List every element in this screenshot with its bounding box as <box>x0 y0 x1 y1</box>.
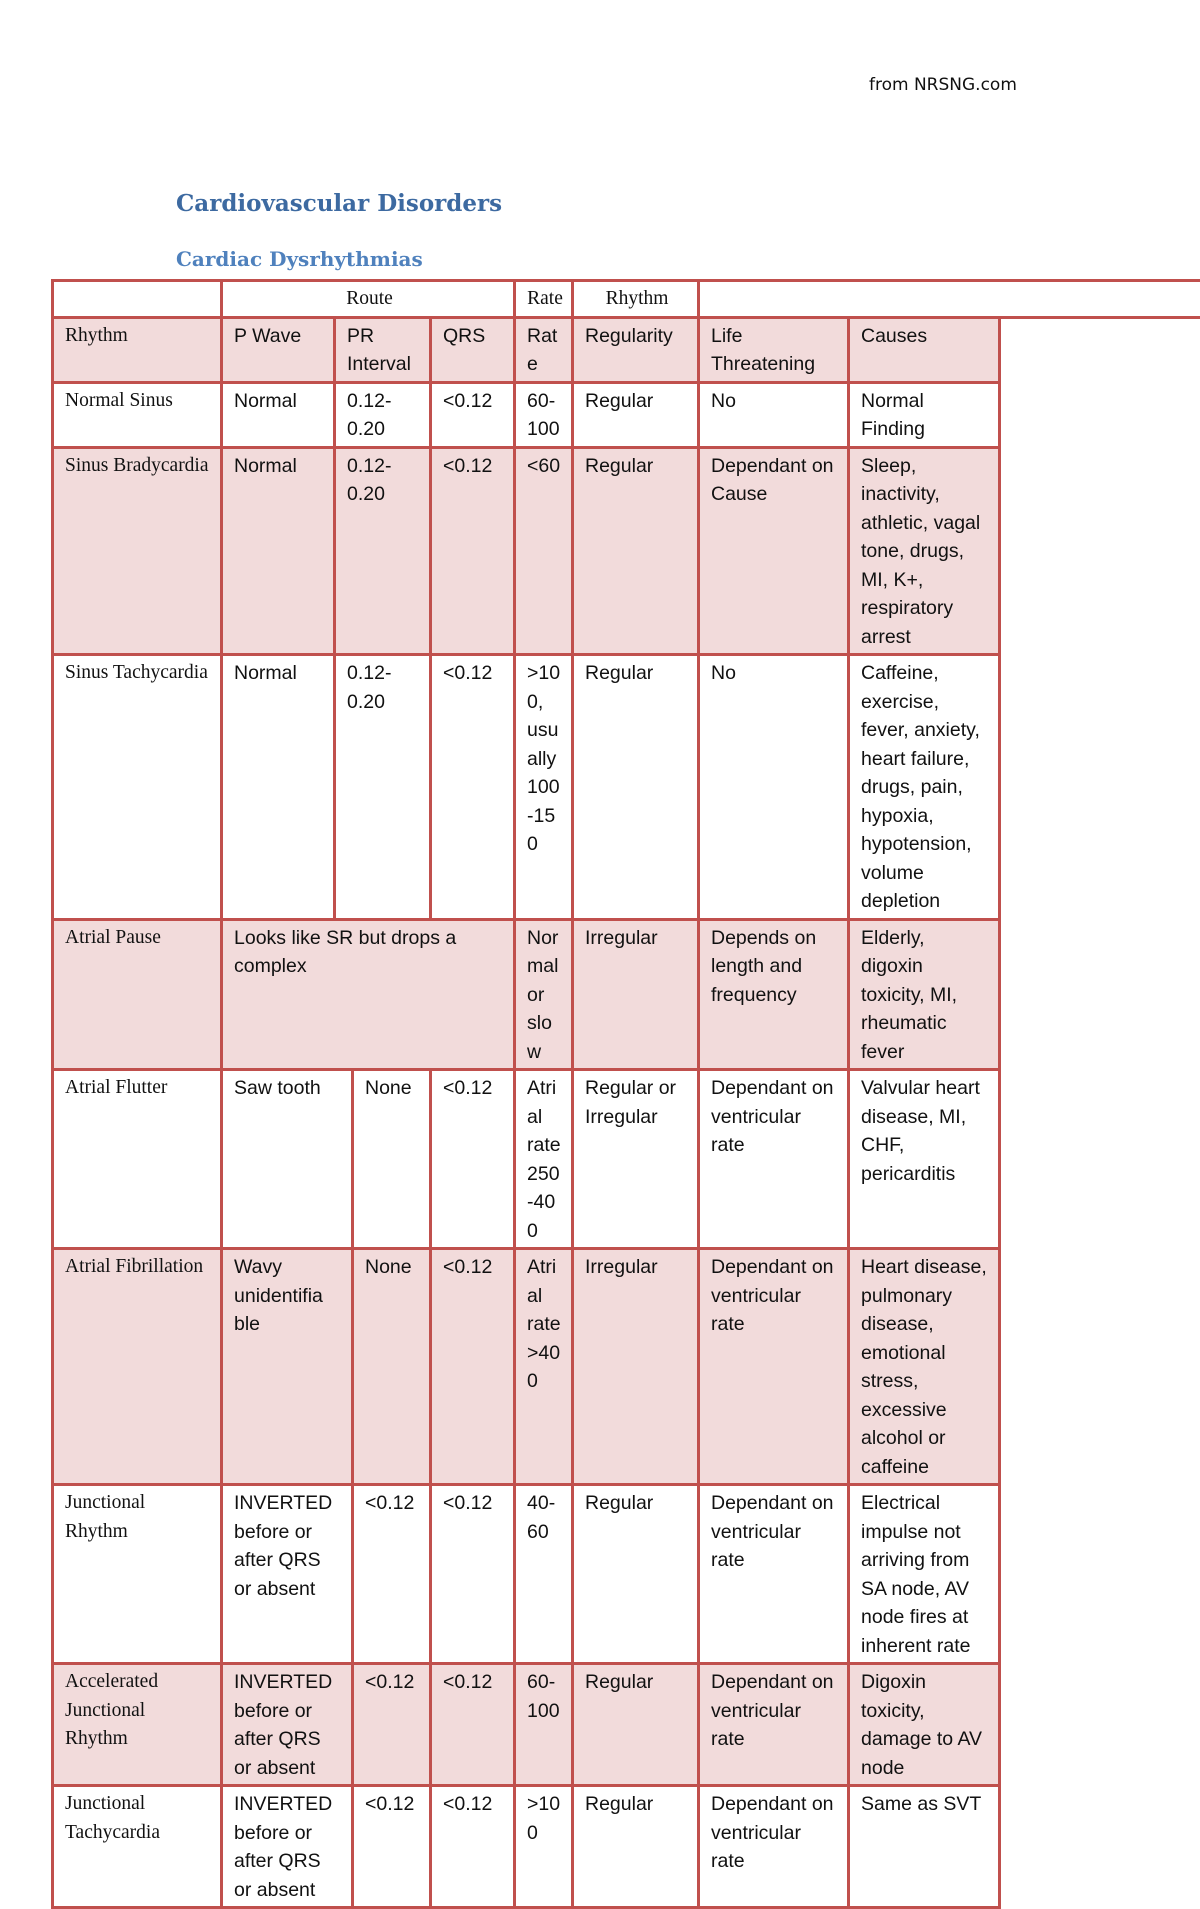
cell-rate: 60-100 <box>515 382 573 447</box>
cell-rate: Atrial rate 250-400 <box>515 1070 573 1249</box>
column-header-p-wave: P Wave <box>222 317 335 382</box>
table-row <box>53 447 1200 655</box>
cell-pr-interval: None <box>353 1249 431 1485</box>
cell-rhythm: Atrial Pause <box>53 919 222 1070</box>
cell-pr-interval: 0.12-0.20 <box>335 382 431 447</box>
cell-pr-interval: <0.12 <box>353 1664 431 1786</box>
cell-regularity: Regular or Irregular <box>573 1070 699 1249</box>
cell-rhythm: Sinus Tachycardia <box>53 655 222 920</box>
cell-rhythm: Sinus Bradycardia <box>53 447 222 655</box>
cell-regularity: Irregular <box>573 919 699 1070</box>
cell-life-threatening: Dependant on Cause <box>699 447 849 655</box>
cell-rhythm: Junctional Rhythm <box>53 1485 222 1664</box>
cell-causes: Caffeine, exercise, fever, anxiety, heart failure, drugs, pain, hypoxia, hypotension, volume depletion <box>849 655 1000 920</box>
cell-regularity: Regular <box>573 1786 699 1908</box>
cell-rhythm: Atrial Fibrillation <box>53 1249 222 1485</box>
cell-p-wave: INVERTED before or after QRS or absent <box>222 1786 353 1908</box>
cell-p-wave: Wavy unidentifia ble <box>222 1249 353 1485</box>
cell-causes: Same as SVT <box>849 1786 1000 1908</box>
cell-regularity: Regular <box>573 655 699 920</box>
cell-qrs: <0.12 <box>431 1485 515 1664</box>
cell-pr-interval: None <box>353 1070 431 1249</box>
cell-rate: 40-60 <box>515 1485 573 1664</box>
table-row <box>53 655 1200 920</box>
table-row <box>53 1485 1200 1664</box>
column-header-rhythm: Rhythm <box>53 317 222 382</box>
cell-causes: Sleep, inactivity, athletic, vagal tone, drugs, MI, K+, respiratory arrest <box>849 447 1000 655</box>
cell-rate: Normal or slow <box>515 919 573 1070</box>
cell-pr-interval: <0.12 <box>353 1485 431 1664</box>
cell-rhythm: Normal Sinus <box>53 382 222 447</box>
cell-life-threatening: No <box>699 655 849 920</box>
cell-p-wave: INVERTED before or after QRS or absent <box>222 1664 353 1786</box>
cell-pr-interval: 0.12-0.20 <box>335 655 431 920</box>
cell-life-threatening: Dependant on ventricular rate <box>699 1249 849 1485</box>
cell-life-threatening: Dependant on ventricular rate <box>699 1070 849 1249</box>
cell-causes: Elderly, digoxin toxicity, MI, rheumatic fever <box>849 919 1000 1070</box>
cell-life-threatening: Dependant on ventricular rate <box>699 1664 849 1786</box>
table-row <box>53 1249 1200 1485</box>
cell-life-threatening: No <box>699 382 849 447</box>
cell-qrs: <0.12 <box>431 447 515 655</box>
document-subtitle: Cardiac Dysrhythmias <box>176 247 423 271</box>
table-row <box>53 1786 1200 1908</box>
cell-life-threatening: Dependant on ventricular rate <box>699 1786 849 1908</box>
group-header-rate: Rate <box>515 281 573 318</box>
cell-causes: Electrical impulse not arriving from SA node, AV node fires at inherent rate <box>849 1485 1000 1664</box>
cell-qrs: <0.12 <box>431 1664 515 1786</box>
cell-rate: <60 <box>515 447 573 655</box>
cell-p-wave: Normal <box>222 382 335 447</box>
cell-rate: Atrial rate >400 <box>515 1249 573 1485</box>
cell-p-wave: Saw tooth <box>222 1070 353 1249</box>
cell-pr-interval: 0.12-0.20 <box>335 447 431 655</box>
table-row <box>53 919 1200 1070</box>
group-header-blank <box>53 281 222 318</box>
dysrhythmia-table <box>51 279 1200 1909</box>
cell-regularity: Regular <box>573 382 699 447</box>
cell-rate: >100, usually 100-150 <box>515 655 573 920</box>
cell-p-wave: Normal <box>222 447 335 655</box>
group-header-row <box>53 281 1200 318</box>
column-header-pr-interval: PR Interval <box>335 317 431 382</box>
cell-rate: >100 <box>515 1786 573 1908</box>
column-header-regularity: Regularity <box>573 317 699 382</box>
cell-causes: Digoxin toxicity, damage to AV node <box>849 1664 1000 1786</box>
table-row <box>53 382 1200 447</box>
cell-p-wave: INVERTED before or after QRS or absent <box>222 1485 353 1664</box>
group-header-route: Route <box>222 281 515 318</box>
cell-pr-interval: <0.12 <box>353 1786 431 1908</box>
cell-route-merged: Looks like SR but drops a complex <box>222 919 515 1070</box>
table-row <box>53 1070 1200 1249</box>
column-header-row <box>53 317 1200 382</box>
cell-qrs: <0.12 <box>431 655 515 920</box>
cell-regularity: Irregular <box>573 1249 699 1485</box>
cell-rhythm: Accelerated Junctional Rhythm <box>53 1664 222 1786</box>
table-row <box>53 1664 1200 1786</box>
cell-causes: Valvular heart disease, MI, CHF, pericarditis <box>849 1070 1000 1249</box>
group-header-rhythm: Rhythm <box>573 281 699 318</box>
cell-rhythm: Atrial Flutter <box>53 1070 222 1249</box>
cell-regularity: Regular <box>573 447 699 655</box>
cell-qrs: <0.12 <box>431 382 515 447</box>
cell-regularity: Regular <box>573 1485 699 1664</box>
column-header-causes: Causes <box>849 317 1000 382</box>
group-header-spacer <box>699 281 1200 318</box>
cell-qrs: <0.12 <box>431 1249 515 1485</box>
cell-qrs: <0.12 <box>431 1070 515 1249</box>
column-header-rate: Rate <box>515 317 573 382</box>
column-header-qrs: QRS <box>431 317 515 382</box>
cell-regularity: Regular <box>573 1664 699 1786</box>
cell-life-threatening: Dependant on ventricular rate <box>699 1485 849 1664</box>
cell-rhythm: Junctional Tachycardia <box>53 1786 222 1908</box>
column-header-life-threatening: Life Threatening <box>699 317 849 382</box>
cell-life-threatening: Depends on length and frequency <box>699 919 849 1070</box>
cell-p-wave: Normal <box>222 655 335 920</box>
source-credit: from NRSNG.com <box>869 75 1017 95</box>
cell-qrs: <0.12 <box>431 1786 515 1908</box>
document-title: Cardiovascular Disorders <box>176 190 502 217</box>
cell-causes: Heart disease, pulmonary disease, emotional stress, excessive alcohol or caffeine <box>849 1249 1000 1485</box>
cell-rate: 60-100 <box>515 1664 573 1786</box>
cell-causes: Normal Finding <box>849 382 1000 447</box>
